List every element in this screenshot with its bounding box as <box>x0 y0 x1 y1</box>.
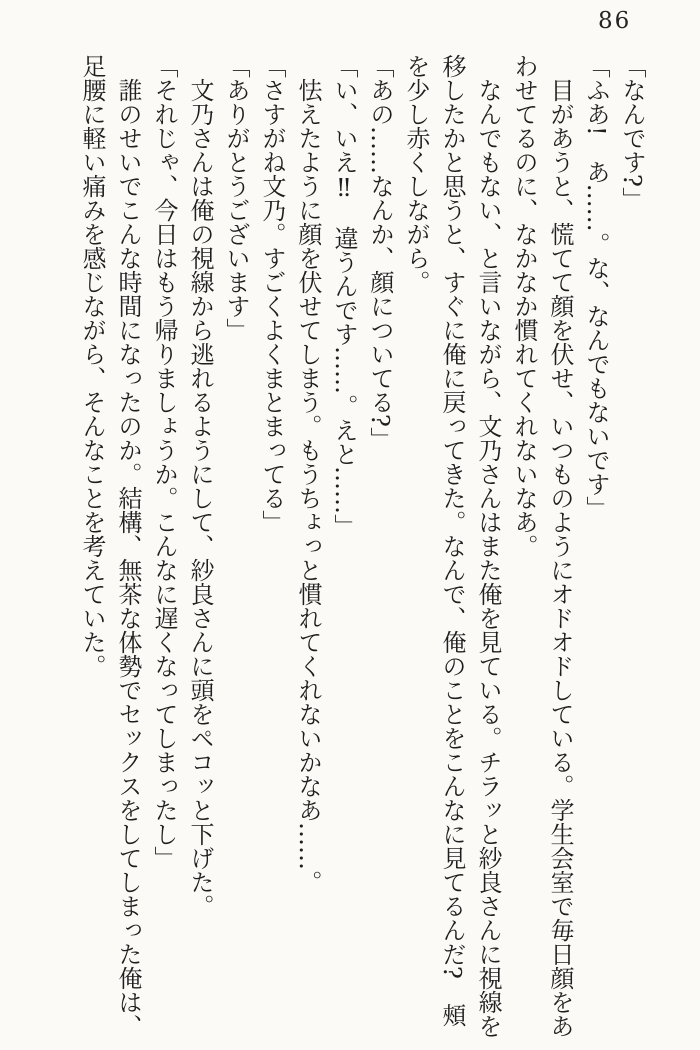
paragraph: 「それじゃ、今日はもう帰りましょうか。こんなに遅くなってしまったし」 <box>150 54 178 870</box>
paragraph: なんでもない、と言いながら、文乃さんはまた俺を見ている。チラッと紗良さんに視線を移したかと思うと、すぐに俺に戻ってきた。なんで、俺のことをこんなに見てるんだ? 頰を少し赤くしながら。 <box>402 54 502 1038</box>
paragraph: 「さすがね文乃。すごくよくまとまってる」 <box>258 54 286 534</box>
paragraph: 文乃さんは俺の視線から逃れるようにして、紗良さんに頭をペコッと下げた。 <box>186 78 214 918</box>
paragraph: 「あの……なんか、顔についてる?」 <box>366 54 394 451</box>
paragraph: 誰のせいでこんな時間になったのか。結構、無茶な体勢でセックスをしてしまった俺は、足腰に軽い痛みを感じながら、そんなことを考えていた。 <box>78 54 142 1038</box>
paragraph: 「ふあ! あ……。な、なんでもないです」 <box>582 54 610 520</box>
page-number: 86 <box>598 8 632 34</box>
page-text <box>74 54 650 1042</box>
paragraph: 怯えたように顔を伏せてしまう。もうちょっと慣れてくれないかなあ……。 <box>294 78 322 894</box>
paragraph: 「い、いえ‼ 違うんです……。えと……」 <box>330 54 358 538</box>
paragraph: 「ありがとうございます」 <box>222 54 250 342</box>
paragraph: 「なんです?」 <box>618 54 646 211</box>
paragraph: 目があうと、慌てて顔を伏せ、いつものようにオドオドしている。学生会室で毎日顔をあわせてるのに、なかなか慣れてくれないなあ。 <box>510 54 574 1038</box>
